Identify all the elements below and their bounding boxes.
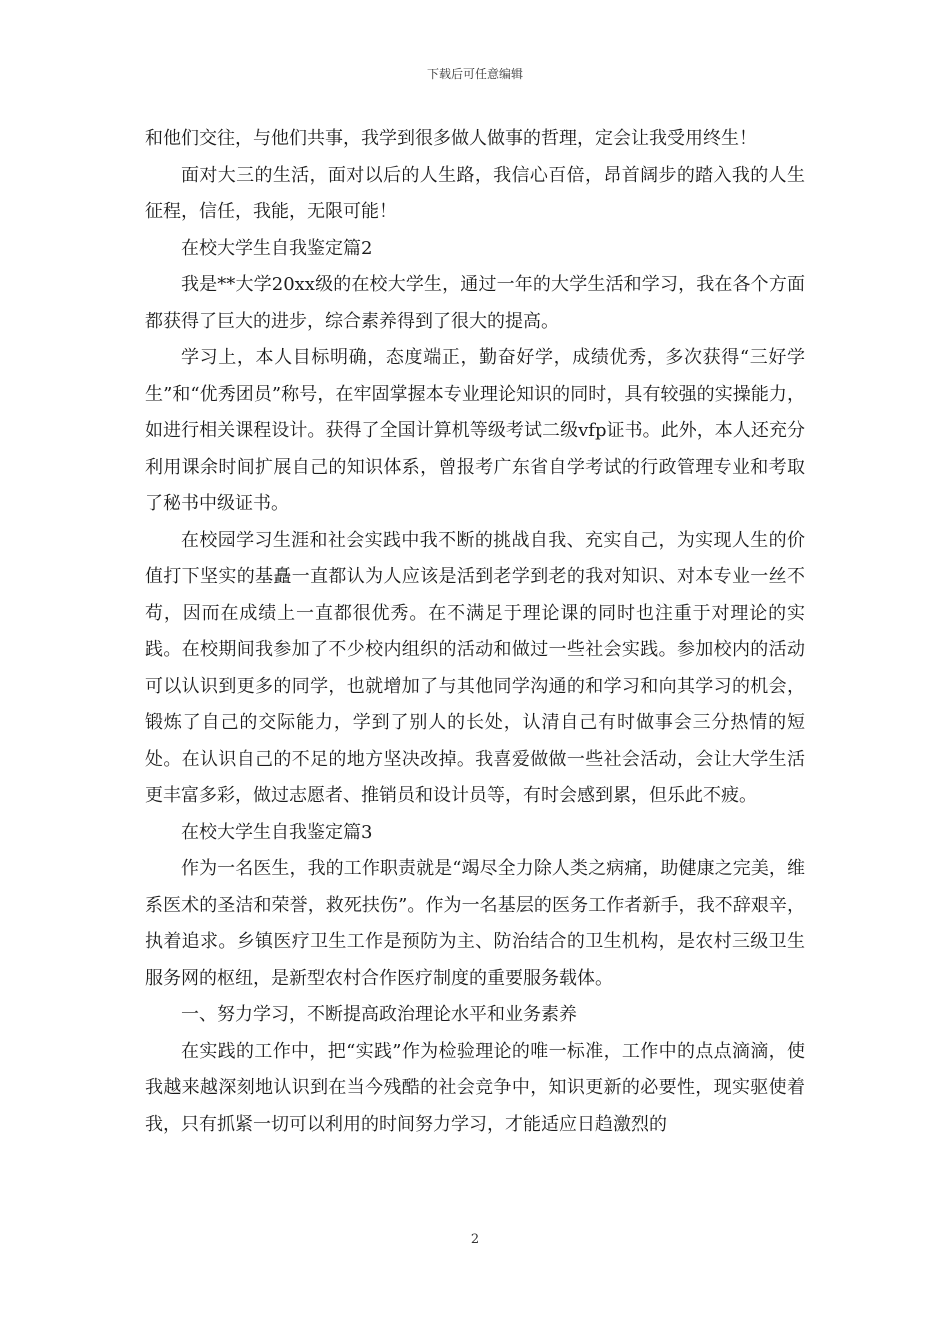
paragraph: 我是**大学20xx级的在校大学生，通过一年的大学生活和学习，我在各个方面都获得了巨大的进步，综合素养得到了很大的提高。: [145, 274, 805, 332]
paragraph: 面对大三的生活，面对以后的人生路，我信心百倍，昂首阔步的踏入我的人生征程，信任，我能，无限可能！: [145, 164, 805, 222]
subsection-heading: 一、努力学习，不断提高政治理论水平和业务素养: [181, 1004, 577, 1025]
page-header: 下载后可任意编辑: [426, 67, 523, 81]
paragraph: 在校园学习生涯和社会实践中我不断的挑战自我、充实自己，为实现人生的价值打下坚实的基矗一直都认为人应该是活到老学到老的我对知识、对本专业一丝不苟，因而在成绩上一直都很优秀。在不满足于理论课的同时也注重于对理论的实践。在校期间我参加了不少校内组织的活动和做过一些社会实践。参加校内的活动可以认识到更多的同学，也就增加了与其他同学沟通的和学习和向其学习的机会，锻炼了自己的交际能力，学到了别人的长处，认清自己有时做事会三分热情的短处。在认识自己的不足的地方坚决改掉。我喜爱做做一些社会活动，会让大学生活更丰富多彩，做过志愿者、推销员和设计员等，有时会感到累，但乐此不疲。: [145, 529, 805, 806]
paragraph: 作为一名医生，我的工作职责就是“竭尽全力除人类之病痛，助健康之完美，维系医术的圣洁和荣誉，救死扶伤”。作为一名基层的医务工作者新手，我不辞艰辛，执着追求。乡镇医疗卫生工作是预防为主、防治结合的卫生机构，是农村三级卫生服务网的枢纽，是新型农村合作医疗制度的重要服务载体。: [145, 858, 805, 989]
section-heading-3: 在校大学生自我鉴定篇3: [181, 821, 373, 843]
paragraph: 在实践的工作中，把“实践”作为检验理论的唯一标准，工作中的点点滴滴，使我越来越深刻地认识到在当今残酷的社会竞争中，知识更新的必要性，现实驱使着我，只有抓紧一切可以利用的时间努力学习，才能适应日趋激烈的: [145, 1040, 805, 1135]
paragraph-continuation: 和他们交往，与他们共事，我学到很多做人做事的哲理，定会让我受用终生！: [145, 128, 757, 149]
document-body: [145, 121, 805, 1143]
paragraph: 学习上，本人目标明确，态度端正，勤奋好学，成绩优秀，多次获得“三好学生”和“优秀团员”称号，在牢固掌握本专业理论知识的同时，具有较强的实操能力，如进行相关课程设计。获得了全国计算机等级考试二级vfp证书。此外，本人还充分利用课余时间扩展自己的知识体系，曾报考广东省自学考试的行政管理专业和考取了秘书中级证书。: [145, 347, 805, 514]
page-number: 2: [470, 1232, 480, 1247]
section-heading-2: 在校大学生自我鉴定篇2: [181, 237, 373, 259]
